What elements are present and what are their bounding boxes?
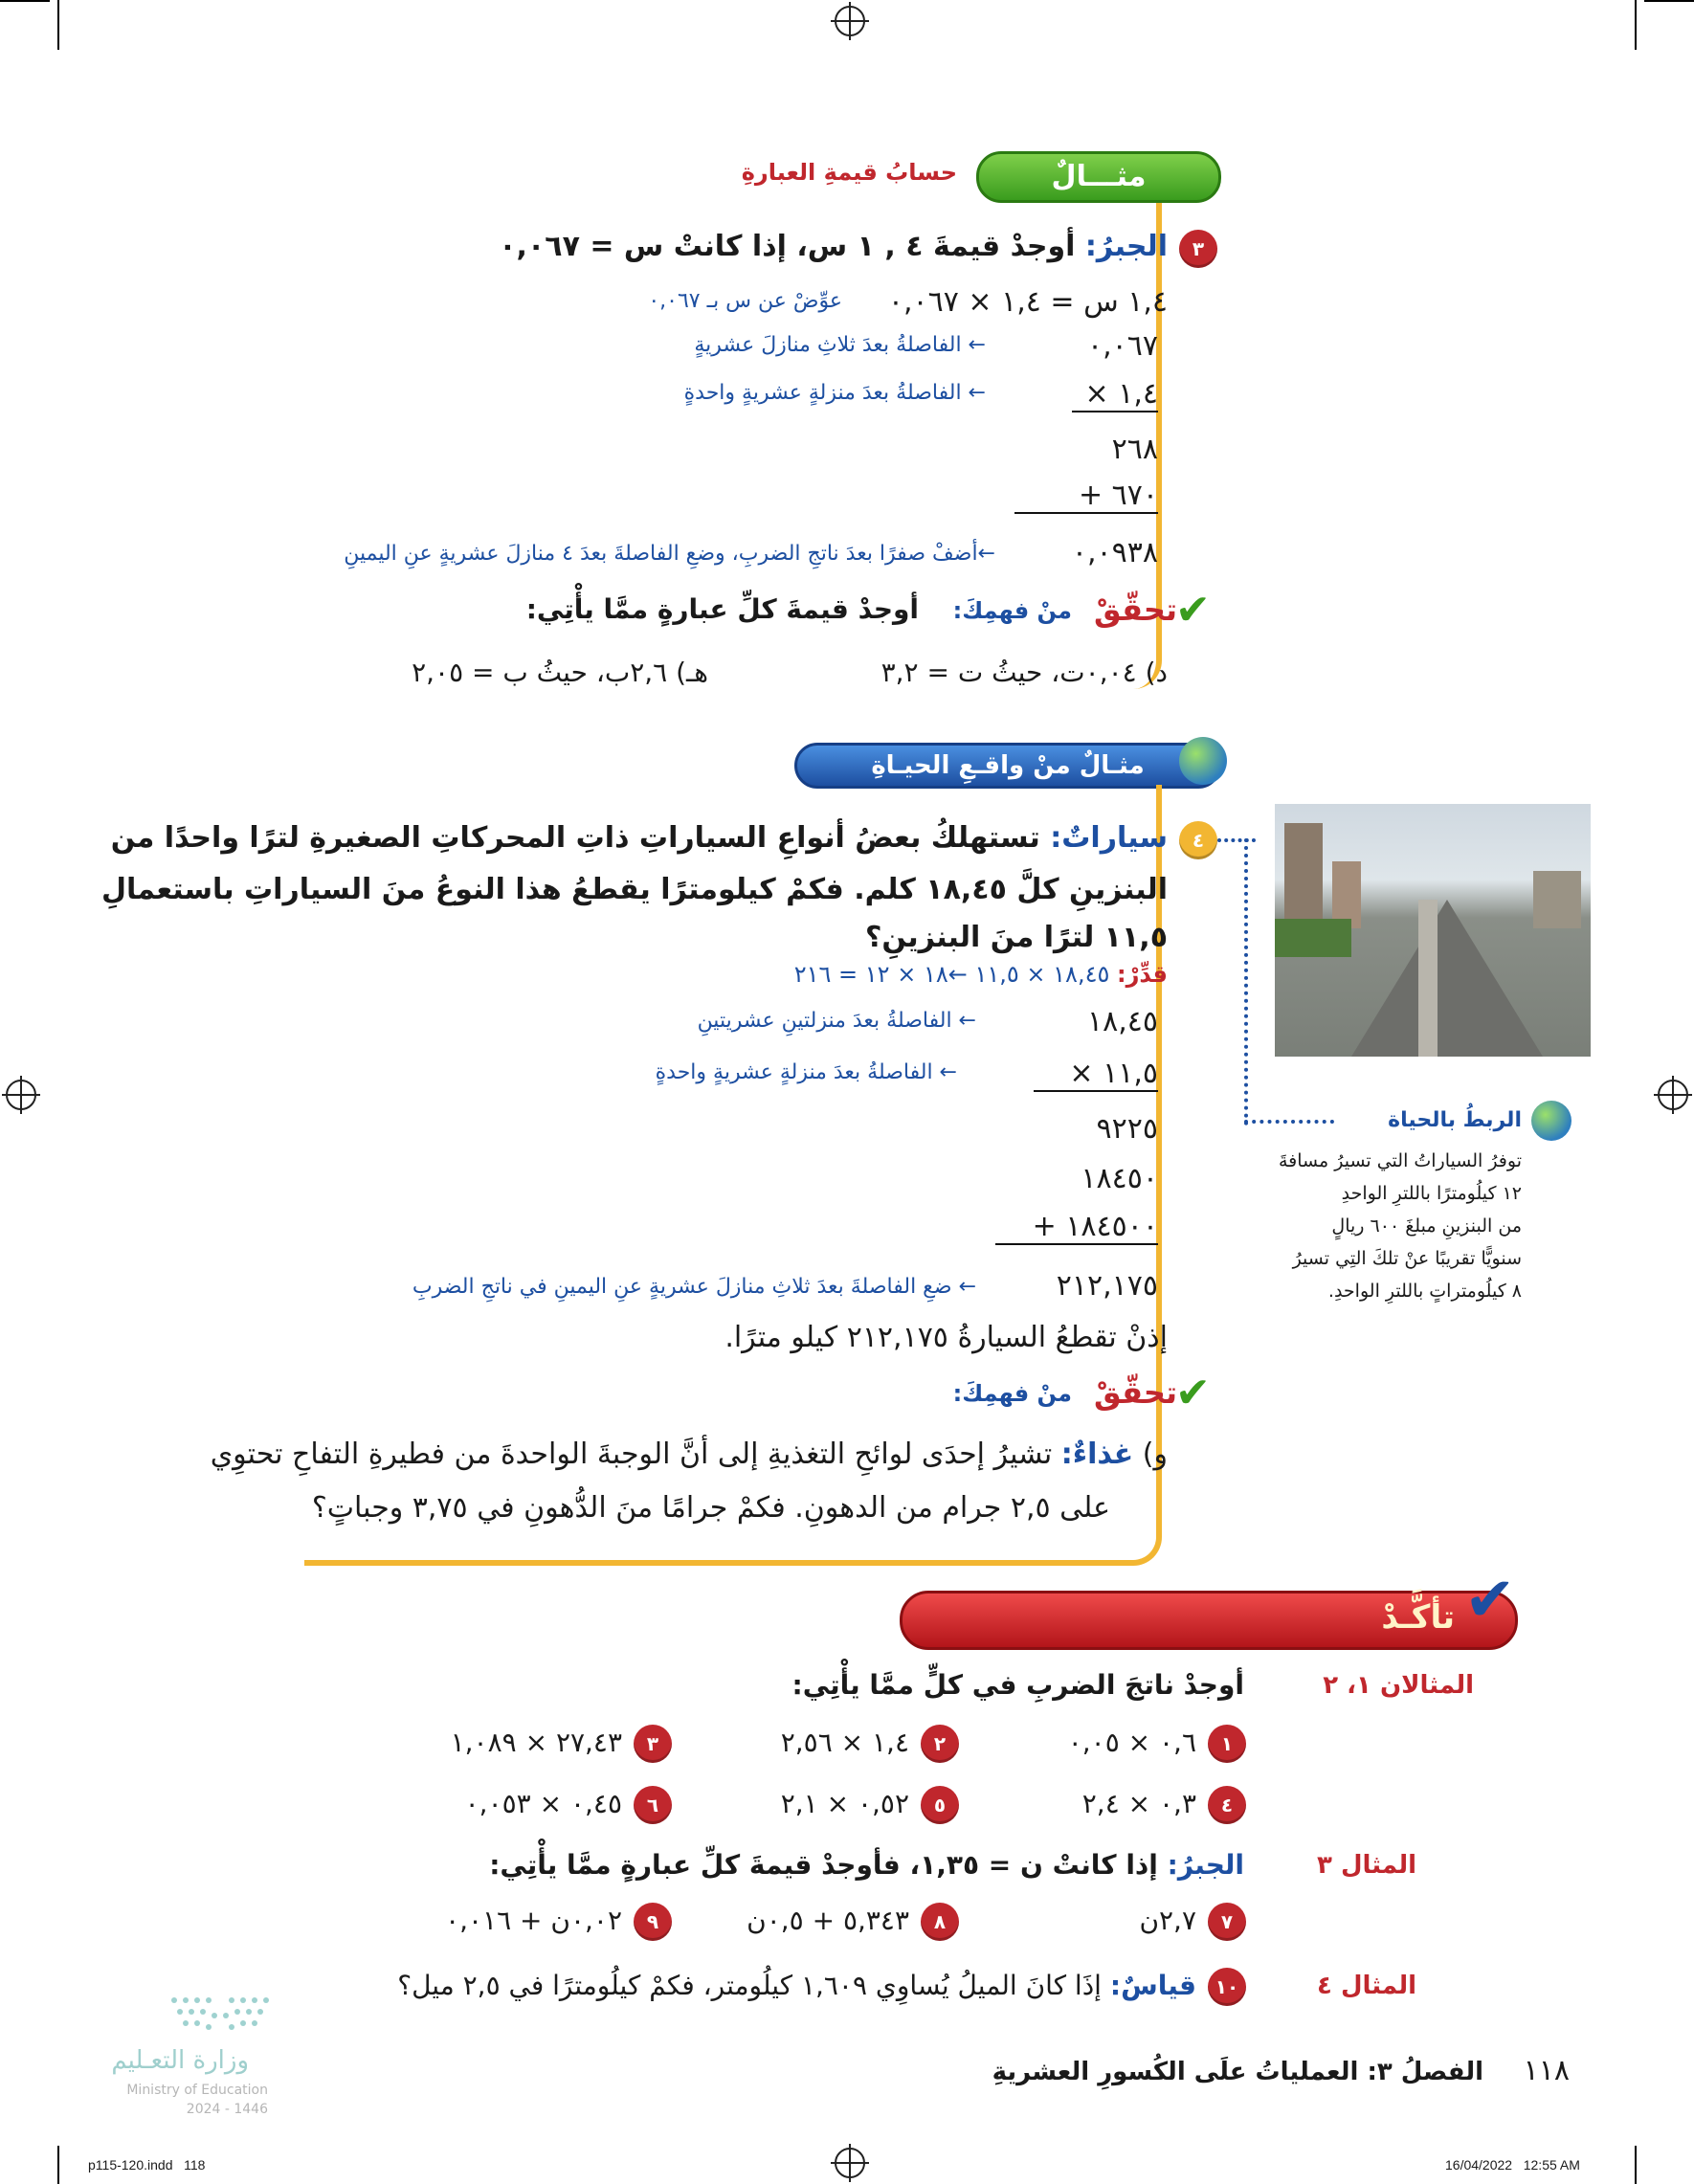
exercise-number: ٢ — [921, 1725, 959, 1763]
crop-mark — [57, 0, 59, 50]
check-sublabel: منْ فهمِكَ: — [952, 597, 1072, 624]
trees-shape — [1275, 919, 1351, 957]
item-letter: و) — [1142, 1437, 1168, 1471]
life-link-title: الربطُ بالحياة — [1388, 1108, 1522, 1132]
example-header-label: مثـــالٌ — [1051, 160, 1147, 193]
crop-mark — [1635, 2146, 1637, 2184]
ministry-logo-icon — [165, 1991, 279, 2039]
exercise-number: ١ — [1208, 1725, 1246, 1763]
registration-mark-icon — [1658, 1080, 1688, 1110]
confirm-label: تأكَّـدْ — [1381, 1598, 1455, 1637]
topic-label: الجبرُ: — [1084, 230, 1168, 263]
globe-icon — [1179, 737, 1227, 785]
exercise-number: ٣ — [634, 1725, 672, 1763]
multiplicand: ٠,٠٦٧ — [1087, 329, 1158, 363]
example-reference: المثال ٤ — [1317, 1972, 1416, 2000]
example-reference: المثال ٣ — [1317, 1851, 1416, 1880]
exercise-expression: ٢٧,٤٣ × ١,٠٨٩ — [450, 1727, 622, 1758]
estimate-line — [689, 961, 1168, 988]
multiplicand-note: ← الفاصلةُ بعدَ ثلاثِ منازلَ عشريةٍ — [694, 333, 986, 357]
exercise-item: د) ٠,٠٤ت، حيثُ ت = ٣,٢ — [880, 657, 1168, 688]
estimate-text: ١٨,٤٥ × ١١,٥ ←١٨ × ١٢ = ٢١٦ — [793, 961, 1110, 988]
multiplicand: ١٨,٤٥ — [1087, 1005, 1158, 1038]
check-sublabel: منْ فهمِكَ: — [952, 1380, 1072, 1407]
partial-product: + ١٨٤٥٠٠ — [995, 1210, 1158, 1245]
ministry-year: 2024 - 1446 — [186, 2102, 268, 2117]
exercise-expression: ٠,٥٢ × ٢,١ — [780, 1788, 909, 1819]
check-instruction: أوجدْ قيمةَ كلِّ عبارةٍ ممَّا يأْتِي: — [525, 593, 919, 625]
multiplier: × ١,٤ — [1072, 377, 1158, 412]
exercise-expression: ١,٤ × ٢,٥٦ — [780, 1727, 909, 1758]
file-info: p115-120.indd 118 — [88, 2157, 206, 2173]
crop-mark — [0, 0, 50, 2]
crop-mark — [1635, 0, 1637, 50]
multiplier-note: ← الفاصلةُ بعدَ منزلةٍ عشريةٍ واحدةٍ — [655, 1060, 957, 1084]
example4-line1 — [110, 821, 1168, 855]
conclusion-text: إذنْ تقطعُ السيارةُ ٢١٢,١٧٥ كيلو مترًا. — [724, 1321, 1168, 1354]
registration-mark-icon — [835, 6, 865, 36]
example-subtitle: حسابُ قيمةِ العبارةِ — [741, 159, 957, 186]
confirm-instruction — [489, 1849, 1244, 1881]
topic-label: سياراتٌ: — [1050, 821, 1168, 855]
multiplicand-note: ← الفاصلةُ بعدَ منزلتينِ عشريتينِ — [697, 1009, 976, 1033]
topic-label: قياسٌ: — [1109, 1970, 1196, 2001]
median-divider — [1418, 900, 1438, 1057]
example3-title — [402, 230, 1168, 263]
product-result: ٢١٢,١٧٥ — [1056, 1269, 1158, 1303]
example-header-badge — [976, 151, 1221, 203]
life-link-line: من البنزينِ مبلغَ ٦٠٠ ريالٍ — [1331, 1215, 1522, 1237]
exercise-question — [345, 1970, 1196, 2001]
confirm-instruction-text: إذا كانتْ ن = ١,٣٥، فأوجدْ قيمةَ كلِّ عبارةٍ ممَّا يأْتِي: — [489, 1849, 1158, 1881]
sub-equation: ١,٤ س = ١,٤ × ٠,٠٦٧ — [887, 285, 1168, 319]
page-number: ١١٨ — [1523, 2054, 1570, 2087]
road-shape — [1351, 900, 1543, 1057]
example-reference: المثالان ١، ٢ — [1323, 1671, 1474, 1700]
example-number-badge: ٣ — [1179, 230, 1217, 268]
multiplier-note: ← الفاصلةُ بعدَ منزلةٍ عشريةٍ واحدةٍ — [683, 381, 986, 405]
exercise-question-text: إذَا كانَ الميلُ يُساوِي ١,٦٠٩ كيلُومتر، فكمْ كيلُومترًا في ٢,٥ ميل؟ — [397, 1970, 1102, 2001]
life-link-line: سنويًّا تقريبًا عنْ تلكَ التِي تسيرُ — [1292, 1248, 1522, 1269]
confirm-instruction: أوجدْ ناتجَ الضربِ في كلٍّ ممَّا يأْتِي: — [791, 1669, 1244, 1701]
checkmark-icon: ✔ — [1175, 1369, 1211, 1417]
problem-text: على ٢,٥ جرام من الدهونِ. فكمْ جرامًا منَ الدُّهونِ في ٣,٧٥ وجباتٍ؟ — [311, 1491, 1110, 1525]
partial-product: ١٨٤٥٠ — [1081, 1162, 1158, 1195]
result-note: ←أضفْ صفرًا بعدَ ناتجِ الضربِ، وضعِ الفاصلةَ بعدَ ٤ منازلَ عشريةٍ عنِ اليمينِ — [344, 542, 995, 566]
exercise-item: هـ) ٢,٦ب، حيثُ ب = ٢,٠٥ — [412, 657, 708, 688]
registration-mark-icon — [835, 2148, 865, 2178]
topic-label: الجبرُ: — [1167, 1849, 1244, 1881]
ministry-name-ar: وزارة التعـليم — [111, 2046, 249, 2075]
problem-text: البنزينِ كلَّ ١٨,٤٥ كلم. فكمْ كيلومترًا يقطعُ هذا النوعُ منَ السياراتِ باستعمالِ — [100, 873, 1168, 906]
connector-dots — [1244, 838, 1248, 1125]
crop-mark — [57, 2146, 59, 2184]
partial-product: + ٦٧٠ — [1014, 479, 1158, 514]
life-link-line: ١٢ كيلُومترًا باللترِ الواحدِ — [1341, 1183, 1522, 1204]
example3-question: أوجدْ قيمةَ ٤ , ١ س، إذا كانتْ س = ٠,٠٦٧ — [499, 230, 1076, 263]
highway-photo — [1275, 804, 1591, 1057]
multiplier: × ١١,٥ — [1034, 1057, 1158, 1092]
check-label: تحقّقْ — [1094, 591, 1177, 628]
exercise-number: ٥ — [921, 1786, 959, 1824]
product-result: ٠,٠٩٣٨ — [1071, 536, 1158, 569]
problem-text: ١١,٥ لترًا منَ البنزينِ؟ — [864, 921, 1168, 954]
ministry-name-en: Ministry of Education — [126, 2083, 268, 2098]
partial-product: ٢٦٨ — [1111, 433, 1158, 466]
globe-icon — [1531, 1101, 1571, 1141]
exercise-expression: ٠,٣ × ٢,٤ — [1081, 1788, 1196, 1819]
checkmark-icon: ✔ — [1175, 586, 1211, 635]
exercise-number: ٧ — [1208, 1903, 1246, 1941]
estimate-label: قدِّرْ: — [1117, 961, 1168, 988]
exercise-expression: ٠,٤٥ × ٠,٠٥٣ — [464, 1788, 622, 1819]
life-example-header-label: مثـالٌ منْ واقـعِ الحيـاةِ — [871, 751, 1145, 780]
exercise-number: ٨ — [921, 1903, 959, 1941]
connector-dots — [1217, 838, 1256, 842]
partial-product: ٩٢٢٥ — [1096, 1112, 1158, 1146]
example-number-badge: ٤ — [1179, 821, 1217, 859]
exercise-expression: ٠,٠٢ن + ٠,٠١٦ — [445, 1905, 622, 1936]
connector-dots — [1244, 1120, 1334, 1124]
life-link-text — [1263, 1145, 1522, 1307]
building-shape — [1284, 823, 1323, 928]
life-link-line: ٨ كيلُومتراتٍ باللترِ الواحدِ. — [1327, 1281, 1522, 1302]
exercise-number: ٦ — [634, 1786, 672, 1824]
exercise-number: ١٠ — [1208, 1968, 1246, 2006]
checkmark-icon: ✔ — [1464, 1565, 1516, 1636]
result-note: ← ضعِ الفاصلةَ بعدَ ثلاثِ منازلَ عشريةٍ عنِ اليمينِ في ناتجِ الضربِ — [412, 1275, 976, 1299]
life-link-line: توفرُ السياراتُ التي تسيرُ مسافةَ — [1279, 1150, 1522, 1171]
registration-mark-icon — [6, 1080, 36, 1110]
crop-mark — [1644, 0, 1694, 2]
problem-text: تشيرُ إحدَى لوائحِ التغذيةِ إلى أنَّ الوجبةَ الواحدةَ من فطيرةِ التفاحِ تحتوِي — [210, 1437, 1053, 1471]
exercise-expression: ٥,٣٤٣ + ٠,٥ن — [747, 1905, 909, 1936]
exercise-number: ٤ — [1208, 1786, 1246, 1824]
chapter-title: الفصلُ ٣: العملياتُ علَى الكُسورِ العشريةِ — [992, 2058, 1483, 2086]
check2-item-line1 — [210, 1437, 1168, 1471]
life-example-header-badge — [794, 743, 1221, 789]
exercise-number: ٩ — [634, 1903, 672, 1941]
check-label: تحقّقْ — [1094, 1374, 1177, 1411]
problem-text: تستهلكُ بعضُ أنواعِ السياراتِ ذاتِ المحركاتِ الصغيرةِ لترًا واحدًا من — [110, 821, 1040, 855]
sub-note: عوِّضْ عن س بـ ٠,٠٦٧ — [648, 289, 842, 313]
building-shape — [1533, 871, 1581, 928]
topic-label: غذاءٌ: — [1060, 1437, 1134, 1471]
exercise-expression: ٢,٧ن — [1139, 1905, 1196, 1936]
date-info: 16/04/2022 12:55 AM — [1445, 2157, 1580, 2173]
exercise-expression: ٠,٦ × ٠,٠٥ — [1067, 1727, 1196, 1758]
